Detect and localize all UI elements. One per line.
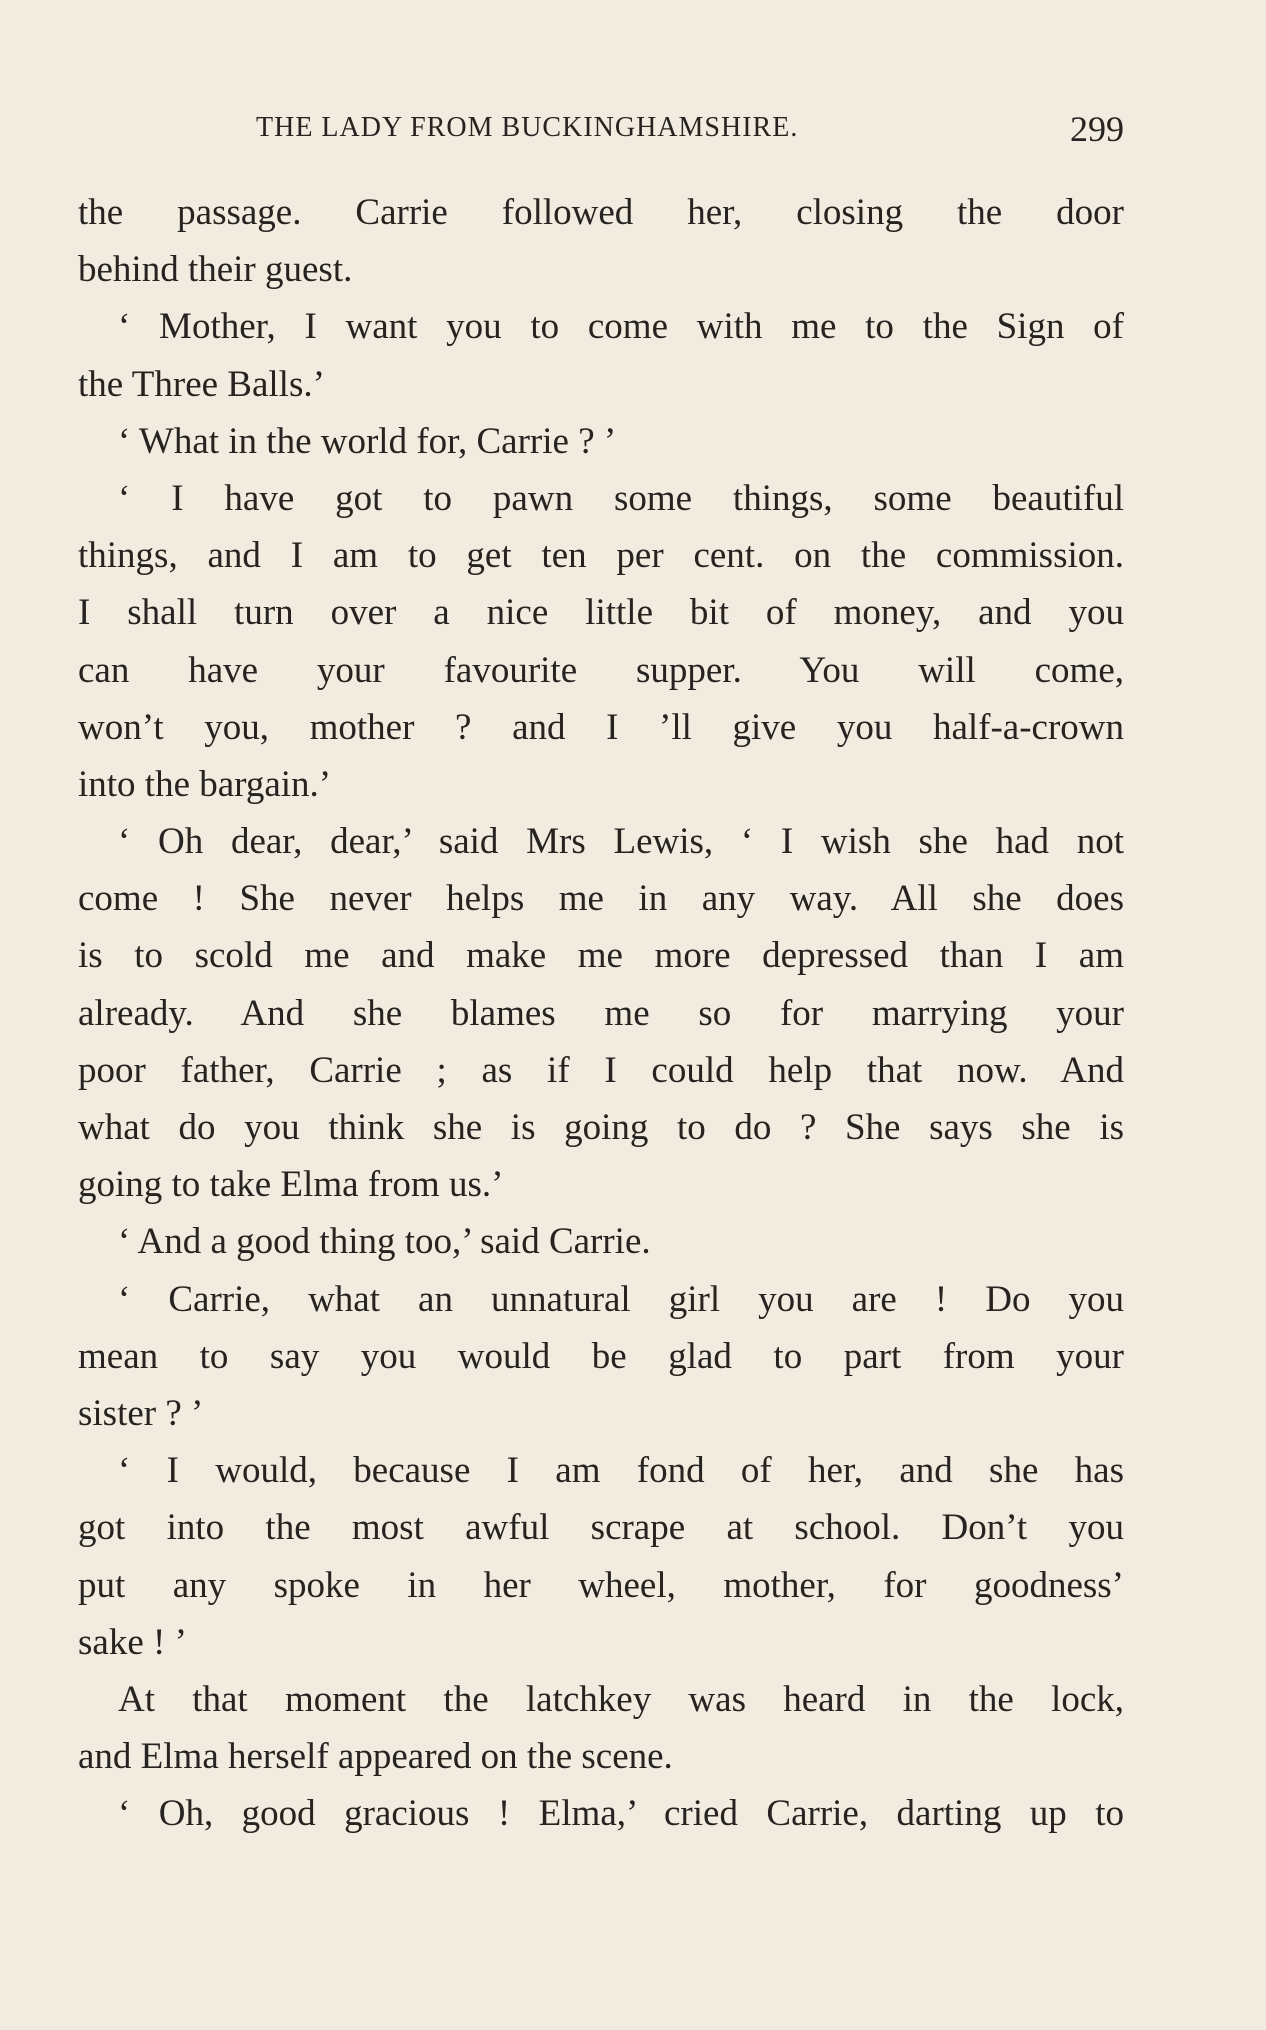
text-line: ‘ And a good thing too,’ said Carrie. (118, 1221, 651, 1263)
text-line: ‘ Oh dear, dear,’ said Mrs Lewis, ‘ I wish she had not (118, 821, 1124, 863)
text-line: into the bargain.’ (78, 763, 332, 805)
text-line: I shall turn over a nice little bit of money, and you (78, 592, 1124, 634)
running-title: THE LADY FROM BUCKINGHAMSHIRE. (256, 112, 799, 143)
text-line: going to take Elma from us.’ (78, 1164, 504, 1206)
text-line: sake ! ’ (78, 1621, 187, 1663)
text-line: the passage. Carrie followed her, closing the door (78, 192, 1124, 233)
text-line: won’t you, mother ? and I ’ll give you half-a-crown (78, 706, 1124, 748)
text-line: poor father, Carrie ; as if I could help that now. And (78, 1049, 1124, 1091)
text-line: mean to say you would be glad to part from your (78, 1335, 1124, 1377)
text-line: ‘ Mother, I want you to come with me to the Sign of (118, 306, 1124, 348)
text-line: is to scold me and make me more depressed than I am (78, 935, 1124, 977)
page-number: 299 (1070, 109, 1124, 149)
text-line: behind their guest. (78, 249, 353, 291)
text-line: come ! She never helps me in any way. All she does (78, 878, 1124, 920)
text-line: the Three Balls.’ (78, 363, 325, 405)
text-line: and Elma herself appeared on the scene. (78, 1736, 673, 1778)
text-line: ‘ Oh, good gracious ! Elma,’ cried Carrie, darting up to (118, 1793, 1124, 1835)
text-line: ‘ I have got to pawn some things, some beautiful (118, 477, 1124, 519)
body-text (78, 184, 1124, 1842)
text-line: ‘ What in the world for, Carrie ? ’ (118, 420, 617, 462)
text-line: ‘ I would, because I am fond of her, and she has (118, 1450, 1124, 1492)
text-line: got into the most awful scrape at school. Don’t you (78, 1507, 1124, 1549)
text-line: ‘ Carrie, what an unnatural girl you are ! Do you (118, 1278, 1124, 1320)
text-line: put any spoke in her wheel, mother, for goodness’ (78, 1564, 1124, 1606)
text-line: can have your favourite supper. You will come, (78, 649, 1124, 691)
text-line: things, and I am to get ten per cent. on the commission. (78, 535, 1124, 577)
text-line: At that moment the latchkey was heard in the lock, (118, 1678, 1124, 1720)
running-head (78, 108, 1124, 152)
text-line: sister ? ’ (78, 1392, 204, 1434)
text-line: what do you think she is going to do ? She says she is (78, 1107, 1124, 1148)
text-line: already. And she blames me so for marrying your (78, 992, 1124, 1034)
